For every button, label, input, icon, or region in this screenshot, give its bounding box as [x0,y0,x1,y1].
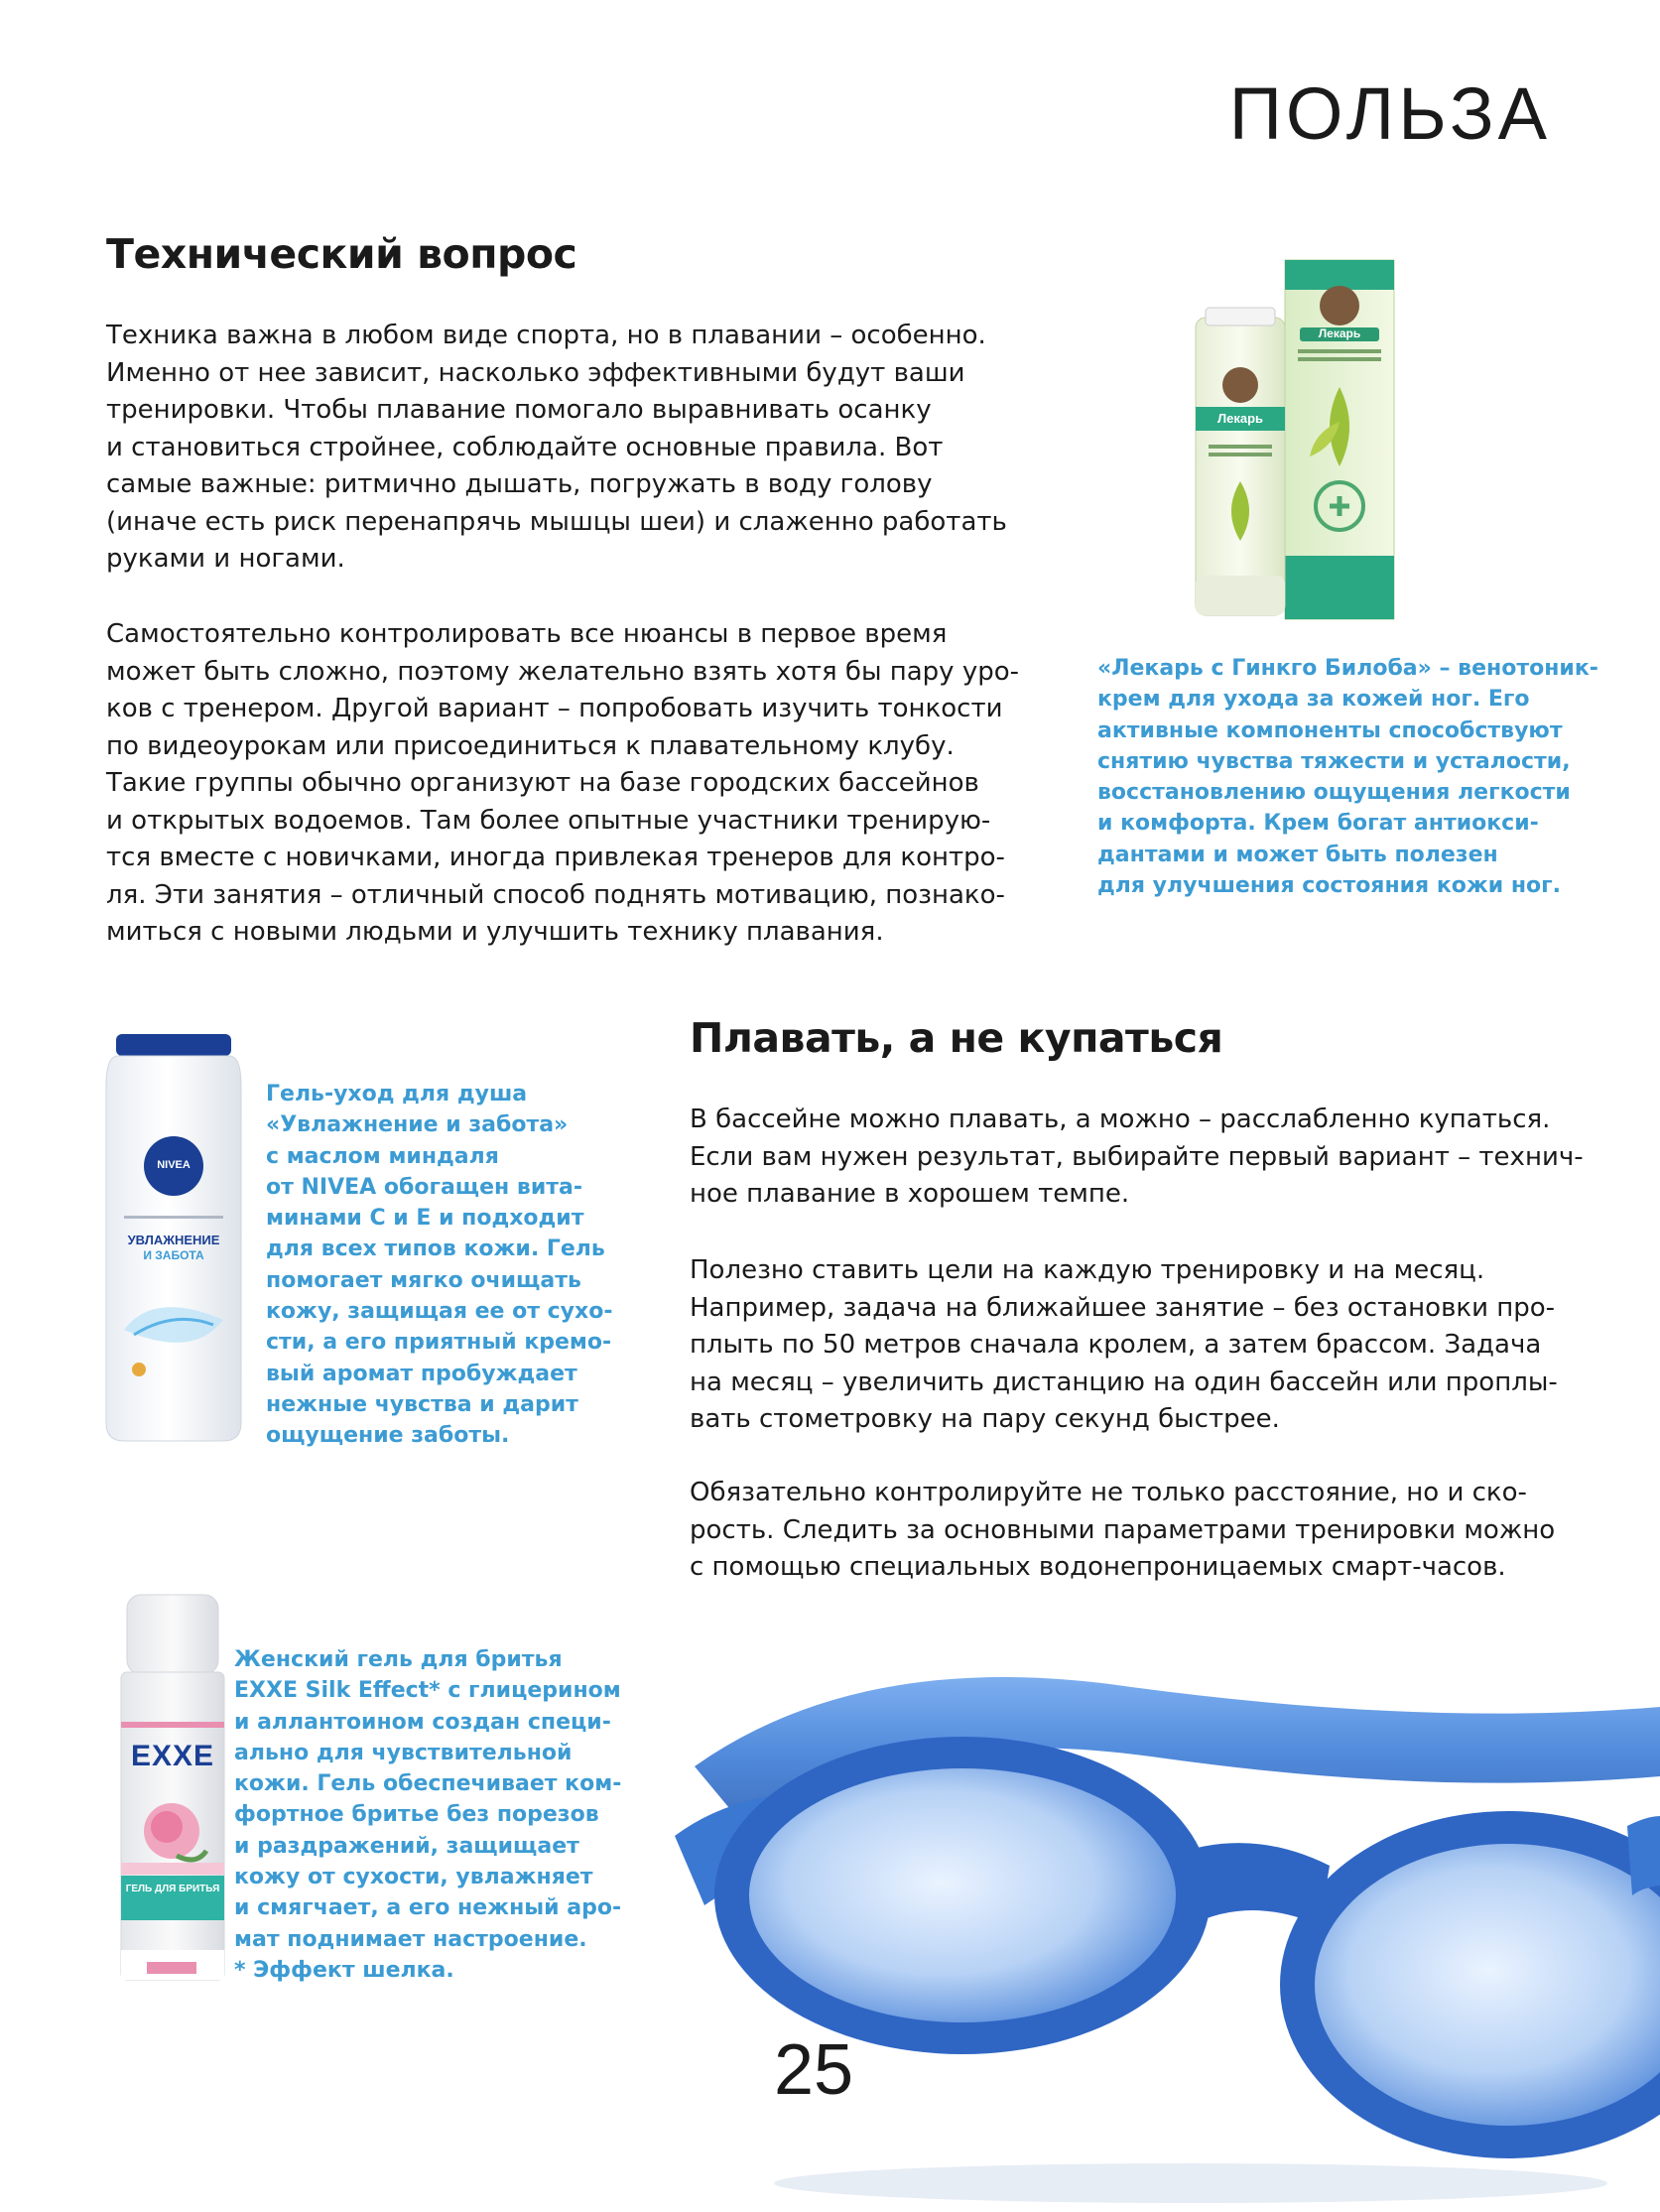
nivea-logo: NIVEA [157,1159,191,1171]
heading-swim-not-bathe: Плавать, а не купаться [690,1014,1223,1062]
nivea-caption: Гель-уход для душа «Увлажнение и забота» с маслом миндаля от NIVEA обогащен вита- минами С и Е и подходит для всех типов кожи. Гель помогает мягко очищать кожу, защищая ее от сухо- сти, а его приятный кремо- вый аромат пробуждает нежные чувства и дарит ощущение заботы. [266,1082,613,1449]
heading-technical-question: Технический вопрос [106,230,577,278]
exxe-caption: Женский гель для бритья EXXE Silk Effect* с глицерином и аллантоином создан специ- ально для чувствительной кожи. Гель обеспечивает ком- фортное бритье без порезов и раздражений, защищает кожу от сухости, увлажняет и смягчает, а его нежный аро- мат поднимает настроение. * Эффект шелка. [234,1647,622,1983]
exxe-shaving-gel-image [117,1593,226,1985]
article2-paragraph2: Полезно ставить цели на каждую тренировку и на месяц. Например, задача на ближайшее занятие – без остановки про- плыть по 50 метров сначала кролем, а затем брассом. Задача на месяц – увеличить дистанцию на один бассейн или проплы- вать стометровку на пару секунд быстрее. [690,1255,1558,1434]
lekar-cream-image [1191,258,1399,625]
lekar-tube-brand-label: Лекарь [1216,411,1264,426]
nivea-label-line1: УВЛАЖНЕНИЕ [127,1233,220,1247]
nivea-label-line2: И ЗАБОТА [143,1248,204,1262]
lekar-brand-label: Лекарь [1318,326,1361,340]
section-title: ПОЛЬЗА [1228,72,1551,155]
article1-paragraph1: Техника важна в любом виде спорта, но в плавании – особенно. Именно от нее зависит, насколько эффективными будут ваши тренировки. Чтобы плавание помогало выравнивать осанку и становиться стройнее, соблюдайте основные правила. Вот самые важные: ритмично дышать, погружать в воду голову (иначе есть риск перенапрячь мышцы шеи) и слаженно работать руками и ногами. [106,321,1007,574]
article1-paragraph2: Самостоятельно контролировать все нюансы в первое время может быть сложно, поэтому желательно взять хотя бы пару уро- ков с тренером. Другой вариант – попробовать изучить тонкости по видеоурокам или присоединиться к плавательному клубу. Такие группы обычно организуют на базе городских бассейнов и открытых водоемов. Там более опытные участники тренирую- тся вместе с новичками, иногда привлекая тренеров для контро- ля. Эти занятия – отличный способ поднять мотивацию, познако- миться с новыми людьми и улучшить технику плавания. [106,619,1020,947]
lekar-caption: «Лекарь с Гинкго Билоба» – венотоник- крем для ухода за кожей ног. Его активные компоненты способствуют снятию чувства тяжести и усталости, восстановлению ощущения легкости и комфорта. Крем богат антиокси- дантами и может быть полезен для улучшения состояния кожи ног. [1097,656,1598,899]
article2-paragraph1: В бассейне можно плавать, а можно – расслабленно купаться. Если вам нужен результат, выбирайте первый вариант – технич- ное плавание в хорошем темпе. [690,1105,1584,1209]
article2-paragraph3: Обязательно контролируйте не только расстояние, но и ско- рость. Следить за основными параметрами тренировки можно с помощью специальных водонепроницаемых смарт-часов. [690,1478,1556,1582]
page-number: 25 [774,2030,854,2110]
nivea-shower-gel-image [104,1032,243,1444]
swim-goggles-image [635,1627,1660,2208]
exxe-label: ГЕЛЬ ДЛЯ БРИТЬЯ [125,1884,220,1894]
exxe-logo: EXXE [130,1740,215,1772]
